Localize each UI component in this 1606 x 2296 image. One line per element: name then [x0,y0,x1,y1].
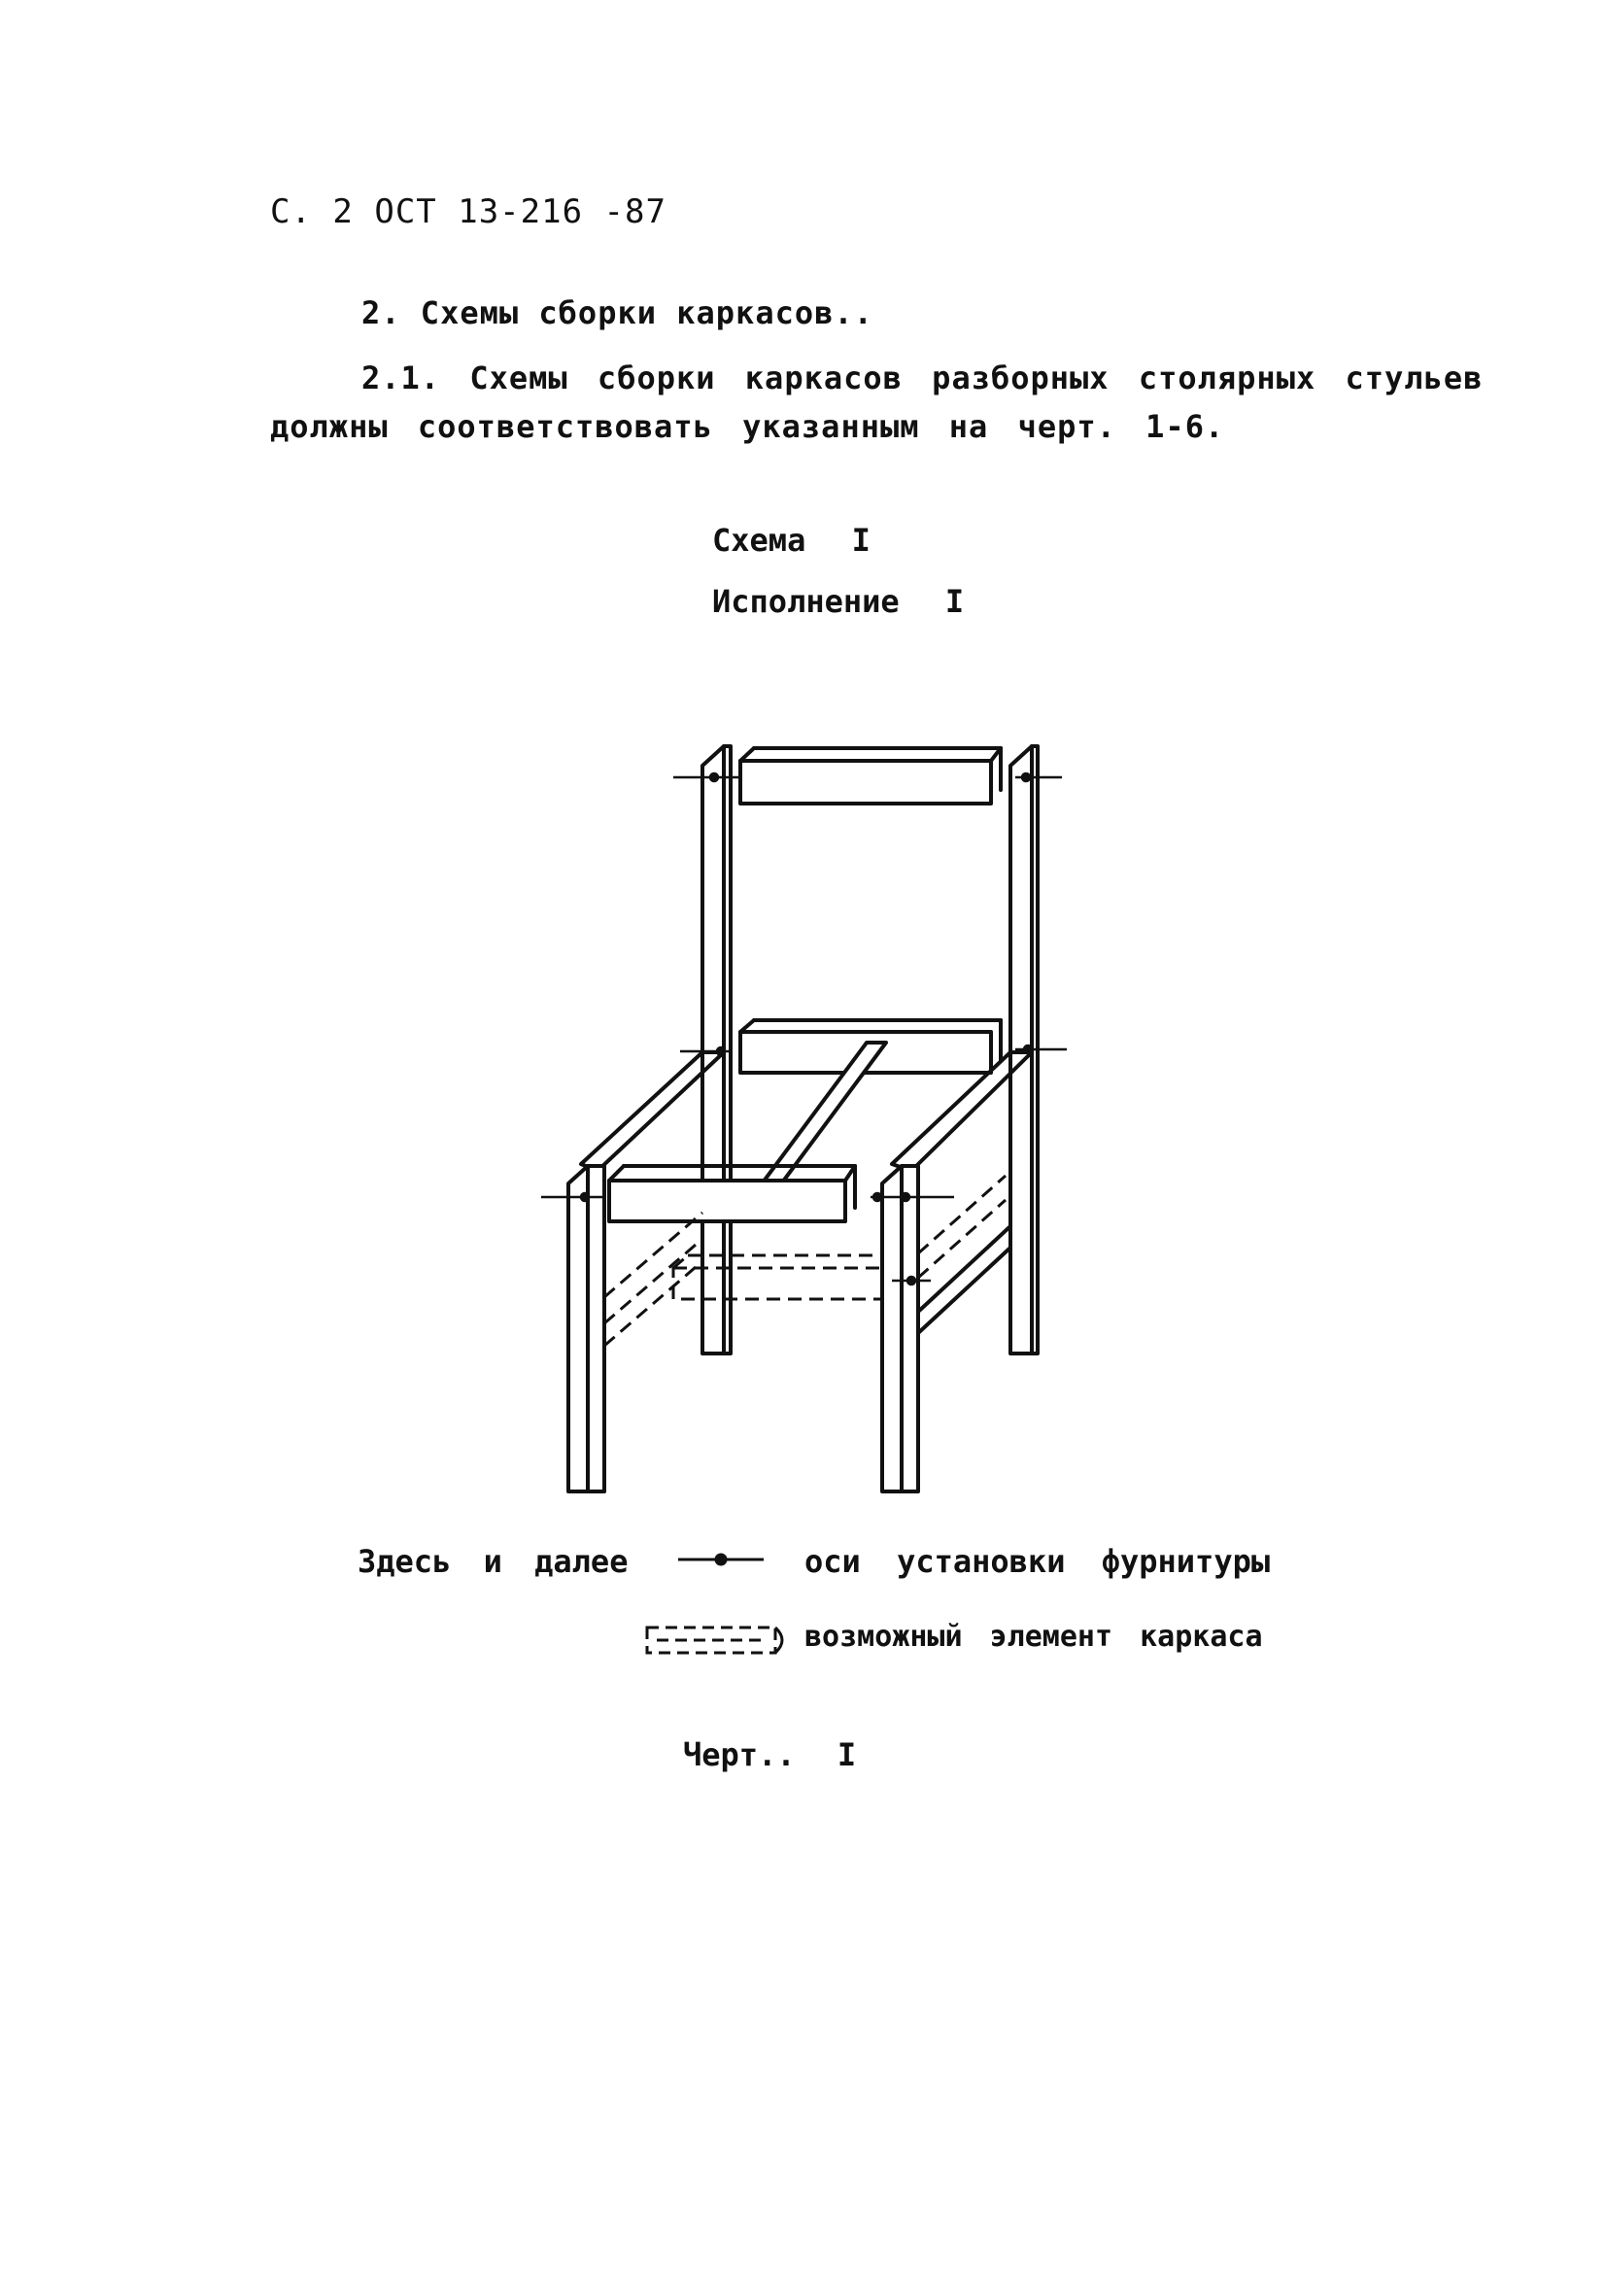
variant-title: Исполнение I [712,583,965,620]
front-right-leg [882,1166,918,1491]
paragraph-line-2: должны соответствовать указанным на черт. 1-6. [270,408,1225,445]
axis-symbol [678,1555,764,1564]
figure-caption: Черт.. I [683,1736,857,1773]
front-left-leg [568,1166,604,1491]
legend-element-label: возможный элемент каркаса [804,1620,1263,1654]
section-title: 2. Схемы сборки каркасов.. [361,294,873,331]
scheme-title: Схема I [712,522,871,559]
top-back-rail [740,748,1001,804]
legend-axes-label: оси установки фурнитуры [804,1543,1271,1580]
legend-prefix: Здесь и далее [358,1543,629,1580]
page-header: С. 2 ОСТ 13-216 -87 [270,192,666,231]
right-lower-side-rail [918,1226,1010,1333]
paragraph-line-1: 2.1. Схемы сборки каркасов разборных столярных стульев [361,360,1484,396]
optional-element-symbol [647,1628,782,1653]
